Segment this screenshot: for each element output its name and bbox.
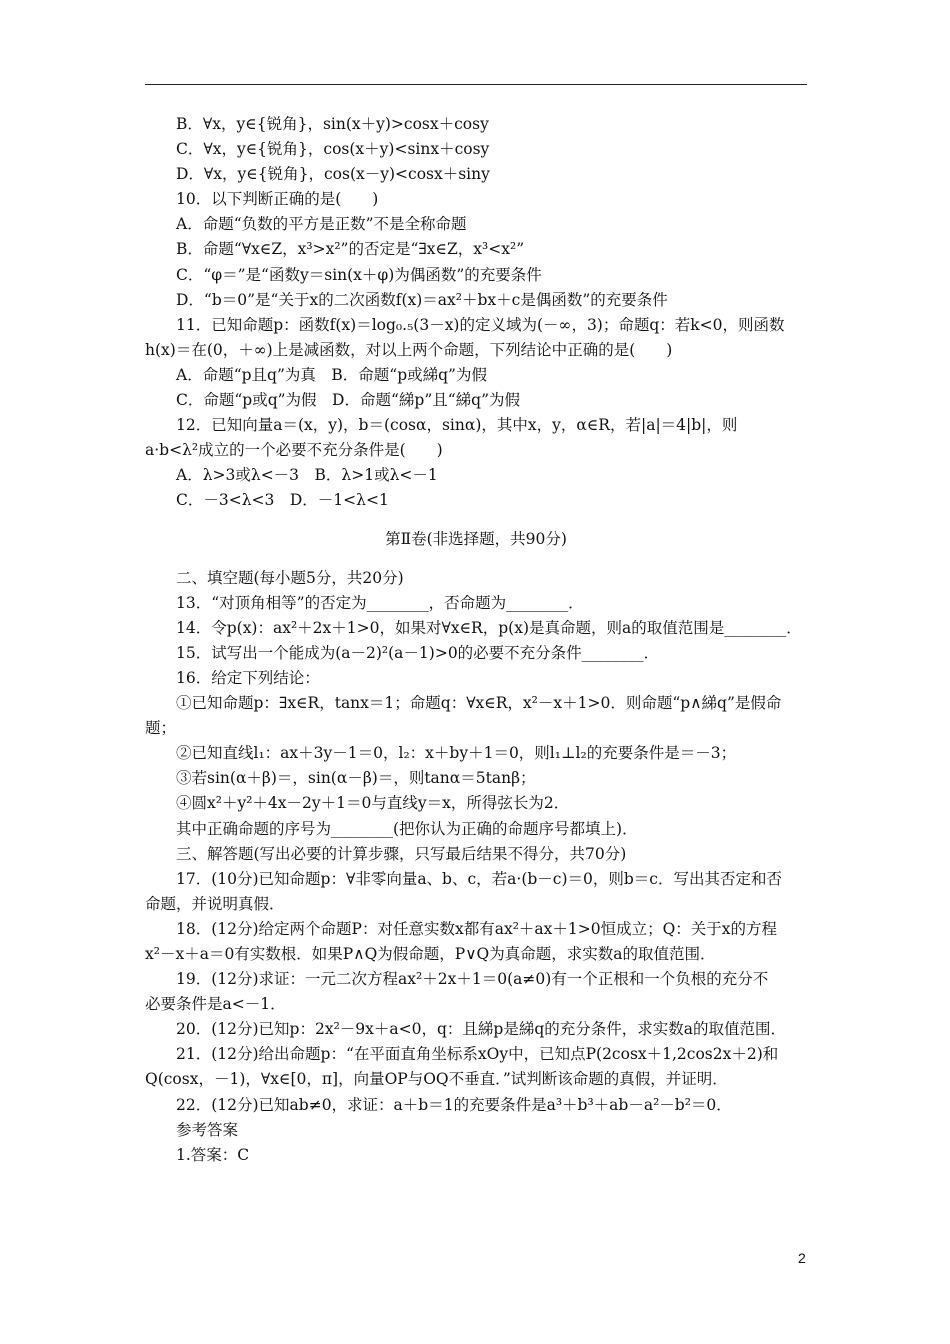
questions-part-2 bbox=[145, 566, 807, 1168]
text-line: 14．令p(x)：ax²＋2x＋1>0，如果对∀x∈R，p(x)是真命题，则a的取值范围是________． bbox=[176, 618, 802, 637]
questions-part-1 bbox=[145, 112, 807, 514]
text-line: B．命题“∀x∈Z，x³>x²”的否定是“∃x∈Z，x³<x²” bbox=[176, 240, 525, 259]
text-line: ③若sin(α＋β)＝，sin(α－β)＝，则tanα＝5tanβ； bbox=[176, 769, 536, 788]
text-line: C．－3<λ<3 D．－1<λ<1 bbox=[176, 491, 389, 510]
text-line: 19．(12分)求证：一元二次方程ax²＋2x＋1＝0(a≠0)有一个正根和一个负根的充分不 bbox=[176, 970, 769, 989]
text-line: C．“φ＝”是“函数y＝sin(x＋φ)为偶函数”的充要条件 bbox=[176, 265, 542, 284]
text-line: 10．以下判断正确的是( ) bbox=[176, 190, 379, 209]
text-line: 22．(12分)已知ab≠0，求证：a＋b＝1的充要条件是a³＋b³＋ab－a²－b²＝0． bbox=[176, 1095, 732, 1114]
page-content bbox=[145, 112, 807, 1168]
text-line: 15．试写出一个能成为(a－2)²(a－1)>0的必要不充分条件________． bbox=[176, 643, 660, 662]
text-line: 13．“对顶角相等”的否定为________，否命题为________． bbox=[176, 593, 584, 612]
header-rule bbox=[145, 84, 807, 85]
text-line: h(x)＝在(0，＋∞)上是减函数，对以上两个命题，下列结论中正确的是( ) bbox=[145, 340, 673, 359]
text-line: 命题，并说明真假． bbox=[145, 894, 285, 913]
text-line: 11．已知命题p：函数f(x)＝log₀.₅(3－x)的定义域为(－∞，3)；命题q：若k<0，则函数 bbox=[176, 315, 785, 334]
text-line: x²－x＋a＝0有实数根．如果P∧Q为假命题，P∨Q为真命题，求实数a的取值范围． bbox=[145, 945, 716, 963]
text-line: D．∀x，y∈{锐角}，cos(x－y)<cosx＋siny bbox=[176, 165, 490, 184]
text-line: A．λ>3或λ<－3 B．λ>1或λ<－1 bbox=[176, 466, 438, 485]
text-line: C．命题“p或q”为假 D．命题“綈p”且“綈q”为假 bbox=[176, 391, 521, 410]
section-title: 第Ⅱ卷(非选择题，共90分) bbox=[385, 529, 567, 548]
text-line: 1.答案：C bbox=[176, 1145, 250, 1164]
text-line: A．命题“负数的平方是正数”不是全称命题 bbox=[176, 215, 467, 234]
text-line: 三、解答题(写出必要的计算步骤，只写最后结果不得分，共70分) bbox=[176, 844, 627, 863]
page-number: 2 bbox=[798, 1250, 806, 1266]
text-line: D．“b＝0”是“关于x的二次函数f(x)＝ax²＋bx＋c是偶函数”的充要条件 bbox=[176, 290, 668, 309]
text-line: Q(cosx，－1)，∀x∈[0，π]，向量OP与OQ不垂直．”试判断该命题的真假，并证明． bbox=[145, 1070, 728, 1089]
text-line: A．命题“p且q”为真 B．命题“p或綈q”为假 bbox=[176, 365, 487, 384]
text-line: 16．给定下列结论： bbox=[176, 668, 320, 687]
text-line: 21．(12分)给出命题p：“在平面直角坐标系xOy中，已知点P(2cosx＋1,2cos2x＋2)和 bbox=[176, 1045, 779, 1064]
text-line: C．∀x，y∈{锐角}，cos(x＋y)<sinx＋cosy bbox=[176, 140, 490, 159]
text-line: 题； bbox=[145, 719, 177, 738]
text-line: 12．已知向量a＝(x，y)，b＝(cosα，sinα)，其中x，y，α∈R，若|a|＝4|b|，则 bbox=[176, 416, 738, 435]
text-line: ④圆x²＋y²＋4x－2y＋1＝0与直线y＝x，所得弦长为2． bbox=[176, 794, 570, 813]
text-line: 17．(10分)已知命题p：∀非零向量a、b、c，若a·(b－c)＝0，则b＝c．写出其否定和否 bbox=[176, 869, 782, 888]
text-line: 必要条件是a<－1． bbox=[145, 995, 286, 1014]
text-line: a·b<λ²成立的一个必要不充分条件是( ) bbox=[145, 441, 443, 460]
text-line: ①已知命题p：∃x∈R，tanx＝1；命题q：∀x∈R，x²－x＋1>0．则命题“p∧綈q”是假命 bbox=[176, 694, 782, 713]
text-line: B．∀x，y∈{锐角}，sin(x＋y)>cosx＋cosy bbox=[176, 115, 489, 133]
text-line: ②已知直线l₁：ax＋3y－1＝0，l₂：x＋by＋1＝0，则l₁⊥l₂的充要条件是＝－3； bbox=[176, 744, 737, 763]
text-line: 18．(12分)给定两个命题P：对任意实数x都有ax²＋ax＋1>0恒成立；Q：关于x的方程 bbox=[176, 919, 778, 938]
text-line: 参考答案 bbox=[176, 1120, 239, 1139]
text-line: 20．(12分)已知p：2x²－9x＋a<0，q：且綈p是綈q的充分条件，求实数a的取值范围． bbox=[176, 1020, 786, 1039]
text-line: 其中正确命题的序号为________(把你认为正确的命题序号都填上)． bbox=[176, 819, 638, 838]
text-line: 二、填空题(每小题5分，共20分) bbox=[176, 568, 404, 587]
